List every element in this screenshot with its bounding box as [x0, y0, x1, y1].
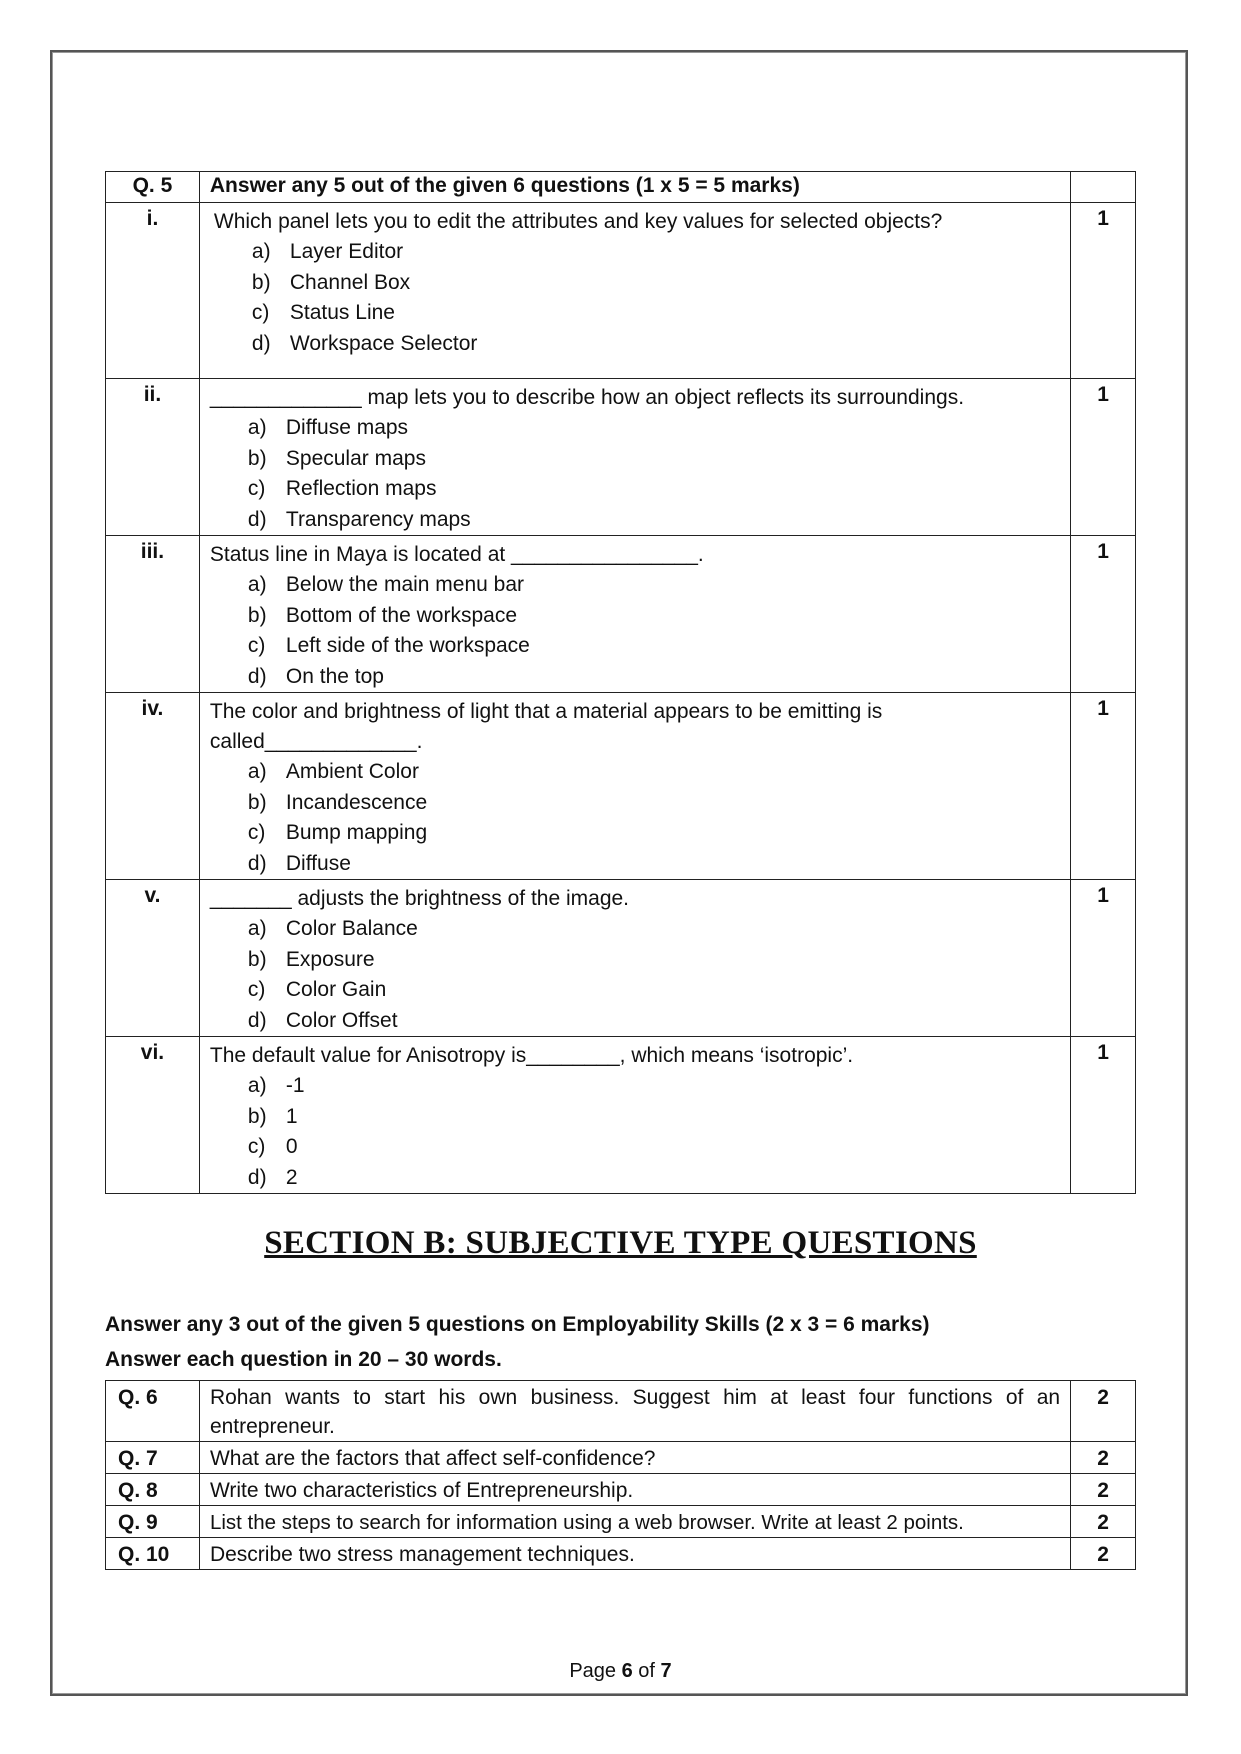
question-number: Q. 6 [106, 1381, 200, 1442]
question-number: Q. 9 [106, 1506, 200, 1538]
option-item: a) Below the main menu bar [247, 573, 525, 596]
question-row-vi [106, 1037, 1136, 1194]
question-row-iv [106, 693, 1136, 880]
marks-value: 1 [1071, 536, 1136, 693]
marks-value: 1 [1071, 1037, 1136, 1194]
option-item: d) Color Offset [247, 1008, 398, 1032]
question-number: Q. 5 [106, 172, 200, 203]
option-item: a) Color Balance [247, 917, 418, 940]
option-list [210, 914, 1060, 1036]
option-item: d) Workspace Selector [251, 331, 478, 355]
question-number: iv. [106, 693, 200, 880]
question-number: Q. 10 [106, 1538, 200, 1570]
question-row-6 [106, 1381, 1136, 1442]
option-item: c) 0 [247, 1135, 298, 1158]
section-b-instruction: Answer any 3 out of the given 5 questions on Employability Skills (2 x 3 = 6 marks) [105, 1313, 930, 1336]
question-row-i [106, 203, 1136, 379]
question-text: List the steps to search for information using a web browser. Write at least 2 points. [199, 1506, 1070, 1538]
question-stem: Status line in Maya is located at ________________. [209, 543, 704, 566]
section-b-title: SECTION B: SUBJECTIVE TYPE QUESTIONS [264, 1225, 977, 1261]
question-row-v [106, 880, 1136, 1037]
section-a-question-table [105, 171, 1136, 1194]
question-row-iii [106, 536, 1136, 693]
section-b-word-limit: Answer each question in 20 – 30 words. [105, 1348, 502, 1371]
question-row-ii [106, 379, 1136, 536]
marks-value: 2 [1071, 1506, 1136, 1538]
option-item: c) Left side of the workspace [247, 634, 530, 657]
option-item: d) Diffuse [247, 851, 351, 875]
question-row-8 [106, 1474, 1136, 1506]
marks-value: 1 [1071, 880, 1136, 1037]
marks-value: 1 [1071, 203, 1136, 379]
option-item: a) Ambient Color [247, 760, 419, 783]
option-item: d) Transparency maps [247, 507, 471, 531]
option-list [210, 413, 1060, 535]
option-item: c) Color Gain [247, 978, 387, 1001]
question-text: What are the factors that affect self-confidence? [199, 1442, 1070, 1474]
question-number: v. [106, 880, 200, 1037]
option-item: d) On the top [247, 664, 384, 688]
question-text: Write two characteristics of Entrepreneurship. [199, 1474, 1070, 1506]
question-instruction: Answer any 5 out of the given 6 questions (1 x 5 = 5 marks) [199, 172, 1070, 203]
option-item: c) Reflection maps [247, 477, 437, 500]
marks-value: 1 [1071, 693, 1136, 880]
option-item: c) Status Line [251, 301, 395, 324]
option-item: b) Bottom of the workspace [247, 603, 518, 627]
question-stem: The color and brightness of light that a material appears to be emitting is called_____________. [209, 700, 883, 753]
option-item: a) Diffuse maps [247, 416, 409, 439]
option-list [210, 570, 1060, 692]
question-number: iii. [106, 536, 200, 693]
question-text: Describe two stress management techniques. [199, 1538, 1070, 1570]
section-b-question-table [105, 1380, 1136, 1570]
question-row-7 [106, 1442, 1136, 1474]
option-item: b) Channel Box [251, 270, 411, 294]
option-item: a) Layer Editor [251, 240, 404, 263]
question-row-10 [106, 1538, 1136, 1570]
question-number: ii. [106, 379, 200, 536]
question-stem: The default value for Anisotropy is________, which means ‘isotropic’. [209, 1044, 854, 1067]
option-list [214, 237, 1060, 359]
marks-value: 2 [1071, 1442, 1136, 1474]
option-item: d) 2 [247, 1165, 298, 1189]
page-number-footer: Page 6 of 7 [569, 1660, 672, 1682]
question-row-9 [106, 1506, 1136, 1538]
option-list [210, 757, 1060, 879]
question-number: Q. 7 [106, 1442, 200, 1474]
marks-value: 1 [1071, 379, 1136, 536]
option-list [210, 1071, 1060, 1193]
question-stem: _____________ map lets you to describe how an object reflects its surroundings. [209, 386, 965, 409]
total-pages: 7 [660, 1660, 672, 1682]
question-stem: _______ adjusts the brightness of the image. [209, 887, 630, 910]
option-item: a) -1 [247, 1074, 305, 1097]
question-text: Rohan wants to start his own business. Suggest him at least four functions of an entrepreneur. [199, 1381, 1070, 1442]
question-stem: Which panel lets you to edit the attributes and key values for selected objects? [213, 210, 943, 233]
question-number: i. [106, 203, 200, 379]
marks-value: 2 [1071, 1474, 1136, 1506]
q5-header-row [106, 172, 1136, 203]
option-item: c) Bump mapping [247, 821, 428, 844]
question-number: Q. 8 [106, 1474, 200, 1506]
marks-value: 2 [1071, 1538, 1136, 1570]
option-item: b) Incandescence [247, 790, 428, 814]
marks-cell [1071, 172, 1136, 203]
option-item: b) Exposure [247, 947, 375, 971]
option-item: b) Specular maps [247, 446, 426, 470]
option-item: b) 1 [247, 1104, 298, 1128]
current-page: 6 [621, 1660, 633, 1682]
question-number: vi. [106, 1037, 200, 1194]
marks-value: 2 [1071, 1381, 1136, 1442]
